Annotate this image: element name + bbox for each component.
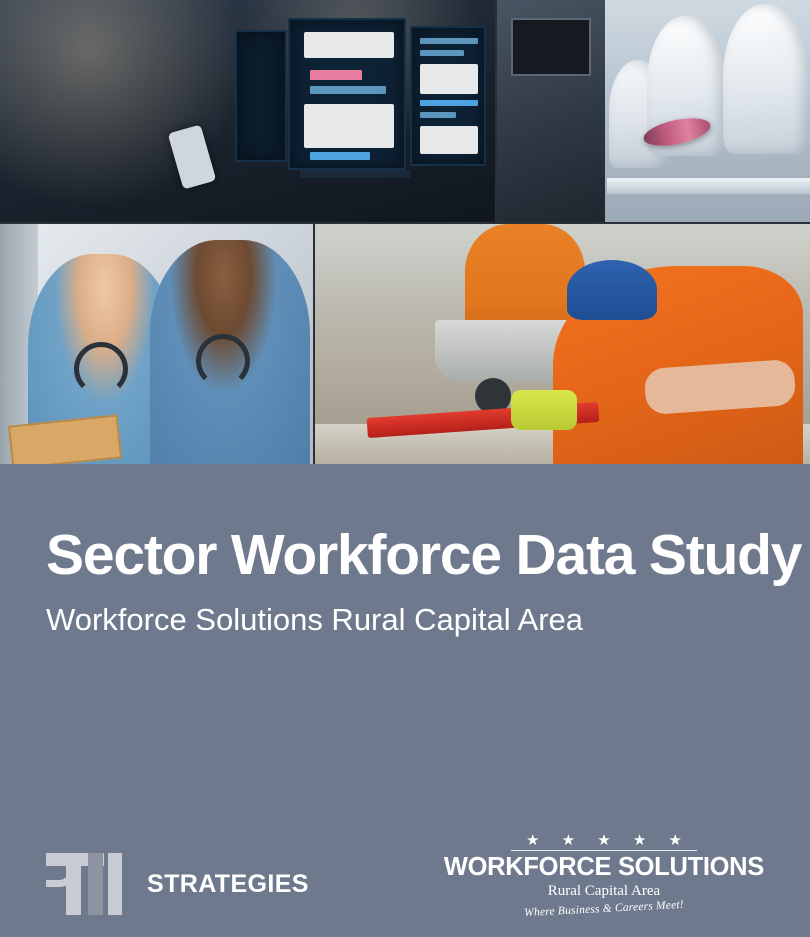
tip-strategies-wordmark: STRATEGIES [147,869,309,898]
workforce-solutions-tagline: Where Business & Careers Meet! [523,898,684,919]
workforce-solutions-name: WORKFORCE SOLUTIONS [443,853,764,881]
tech-office-photo [0,0,495,222]
tip-strategies-logo [46,853,309,915]
photo-collage [0,0,810,464]
document-title: Sector Workforce Data Study [46,523,802,587]
semiconductor-cleanroom-photo [497,0,810,222]
workforce-solutions-region: Rural Capital Area [547,882,661,899]
construction-worker-photo [315,224,810,464]
stars-icon: ★ ★ ★ ★ ★ [525,832,691,849]
workforce-solutions-logo [443,832,764,919]
footer-logos [0,805,810,919]
healthcare-nurses-photo [0,224,313,464]
tip-monogram-icon [46,853,138,915]
logo-divider [511,850,697,851]
document-subtitle: Workforce Solutions Rural Capital Area [46,602,584,638]
